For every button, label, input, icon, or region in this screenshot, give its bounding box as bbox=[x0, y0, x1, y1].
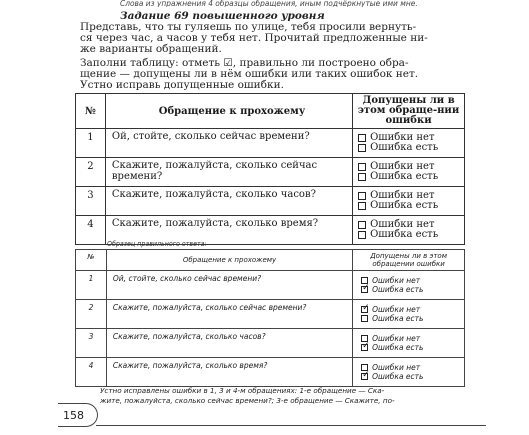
bottom-note-line: Устно исправлены ошибки в 1, 3 и 4-м обращениях: 1-е обращение — Ска- bbox=[100, 386, 385, 395]
task-text-line: ся через час, а часов у тебя нет. Прочитай предложенные ни- bbox=[80, 32, 428, 44]
row-options bbox=[353, 129, 465, 158]
row-number: 3 bbox=[76, 187, 106, 216]
checkbox-has-error bbox=[361, 344, 368, 351]
bottom-note bbox=[100, 386, 395, 406]
table-header-row bbox=[76, 250, 465, 271]
row-number: 4 bbox=[76, 358, 107, 387]
header-question: Обращение к прохожему bbox=[106, 250, 352, 271]
option-label: Ошибки нет bbox=[372, 363, 421, 372]
header-answer: Допущены ли в этом обраще-нии ошибки bbox=[353, 94, 465, 129]
row-number: 2 bbox=[76, 300, 107, 329]
option-label: Ошибки нет bbox=[370, 161, 435, 172]
header-number: № bbox=[76, 250, 107, 271]
option-label: Ошибка есть bbox=[370, 229, 439, 240]
option-label: Ошибка есть bbox=[372, 372, 424, 381]
option-label: Ошибки нет bbox=[372, 305, 421, 314]
option-label: Ошибка есть bbox=[372, 314, 424, 323]
row-options bbox=[353, 300, 465, 329]
row-question: Скажите, пожалуйста, сколько часов? bbox=[106, 329, 352, 358]
row-question: Скажите, пожалуйста, сколько время? bbox=[106, 358, 352, 387]
task-text-line: Устно исправь допущенные ошибки. bbox=[80, 79, 284, 91]
table-row bbox=[76, 300, 465, 329]
row-number: 1 bbox=[76, 271, 107, 300]
exercise-table bbox=[75, 93, 465, 245]
checkbox-no-error[interactable] bbox=[358, 134, 366, 142]
cut-off-top-line: Слова из упражнения 4 образцы обращения, иным подчёркнутые ими мне. bbox=[120, 0, 418, 7]
bottom-note-line: жите, пожалуйста, сколько сейчас времени?; 3-е обращение — Скажите, по- bbox=[100, 396, 395, 405]
checkbox-has-error[interactable] bbox=[358, 202, 366, 210]
row-options bbox=[353, 216, 465, 245]
sample-answer-table bbox=[75, 249, 465, 387]
row-question: Ой, стойте, сколько сейчас времени? bbox=[105, 129, 352, 158]
row-number: 3 bbox=[76, 329, 107, 358]
task-text-line: Представь, что ты гуляешь по улице, тебя просили вернуть- bbox=[80, 21, 417, 33]
row-question: Скажите, пожалуйста, сколько сейчас времени? bbox=[106, 300, 352, 329]
header-number: № bbox=[76, 94, 106, 129]
checkbox-has-error bbox=[361, 373, 368, 380]
row-options bbox=[353, 271, 465, 300]
option-label: Ошибки нет bbox=[372, 334, 421, 343]
task-text-line: же варианты обращений. bbox=[80, 43, 222, 55]
row-question: Ой, стойте, сколько сейчас времени? bbox=[106, 271, 352, 300]
table-row bbox=[76, 187, 465, 216]
option-label: Ошибка есть bbox=[372, 285, 424, 294]
option-label: Ошибки нет bbox=[370, 219, 435, 230]
option-label: Ошибка есть bbox=[370, 200, 439, 211]
checkbox-has-error[interactable] bbox=[358, 173, 366, 181]
table-row bbox=[76, 129, 465, 158]
checkbox-no-error bbox=[361, 306, 368, 313]
row-options bbox=[353, 358, 465, 387]
footer-divider bbox=[96, 425, 486, 426]
header-answer: Допущены ли в этом обращении ошибки bbox=[353, 250, 465, 271]
option-label: Ошибка есть bbox=[372, 343, 424, 352]
header-question: Обращение к прохожему bbox=[105, 94, 352, 129]
sample-caption: Образец правильного ответа: bbox=[107, 240, 207, 248]
checkbox-has-error bbox=[361, 286, 368, 293]
row-number: 1 bbox=[76, 129, 106, 158]
row-question: Скажите, пожалуйста, сколько часов? bbox=[105, 187, 352, 216]
checkbox-no-error[interactable] bbox=[358, 221, 366, 229]
checkbox-has-error bbox=[361, 315, 368, 322]
option-label: Ошибки нет bbox=[372, 276, 421, 285]
table-row bbox=[76, 158, 465, 187]
table-row bbox=[76, 329, 465, 358]
row-number: 2 bbox=[76, 158, 106, 187]
page-number: 158 bbox=[63, 409, 84, 422]
checkbox-no-error[interactable] bbox=[358, 192, 366, 200]
row-question: Скажите, пожалуйста, сколько время? bbox=[105, 216, 352, 245]
option-label: Ошибка есть bbox=[370, 171, 439, 182]
option-label: Ошибка есть bbox=[370, 142, 439, 153]
task-title: Задание 69 повышенного уровня bbox=[120, 10, 325, 22]
option-label: Ошибки нет bbox=[370, 190, 435, 201]
checkbox-has-error[interactable] bbox=[358, 144, 366, 152]
row-number: 4 bbox=[76, 216, 106, 245]
row-options bbox=[353, 187, 465, 216]
row-options bbox=[353, 158, 465, 187]
checkbox-no-error[interactable] bbox=[358, 163, 366, 171]
table-row bbox=[76, 358, 465, 387]
task-text-line: щение — допущены ли в нём ошибки или таких ошибок нет. bbox=[80, 68, 419, 80]
row-question: Скажите, пожалуйста, сколько сейчас времени? bbox=[105, 158, 352, 187]
table-row bbox=[76, 271, 465, 300]
table-header-row bbox=[76, 94, 465, 129]
checkbox-has-error[interactable] bbox=[358, 231, 366, 239]
row-options bbox=[353, 329, 465, 358]
option-label: Ошибки нет bbox=[370, 132, 435, 143]
task-text-line: Заполни таблицу: отметь ☑, правильно ли построено обра- bbox=[80, 57, 409, 69]
